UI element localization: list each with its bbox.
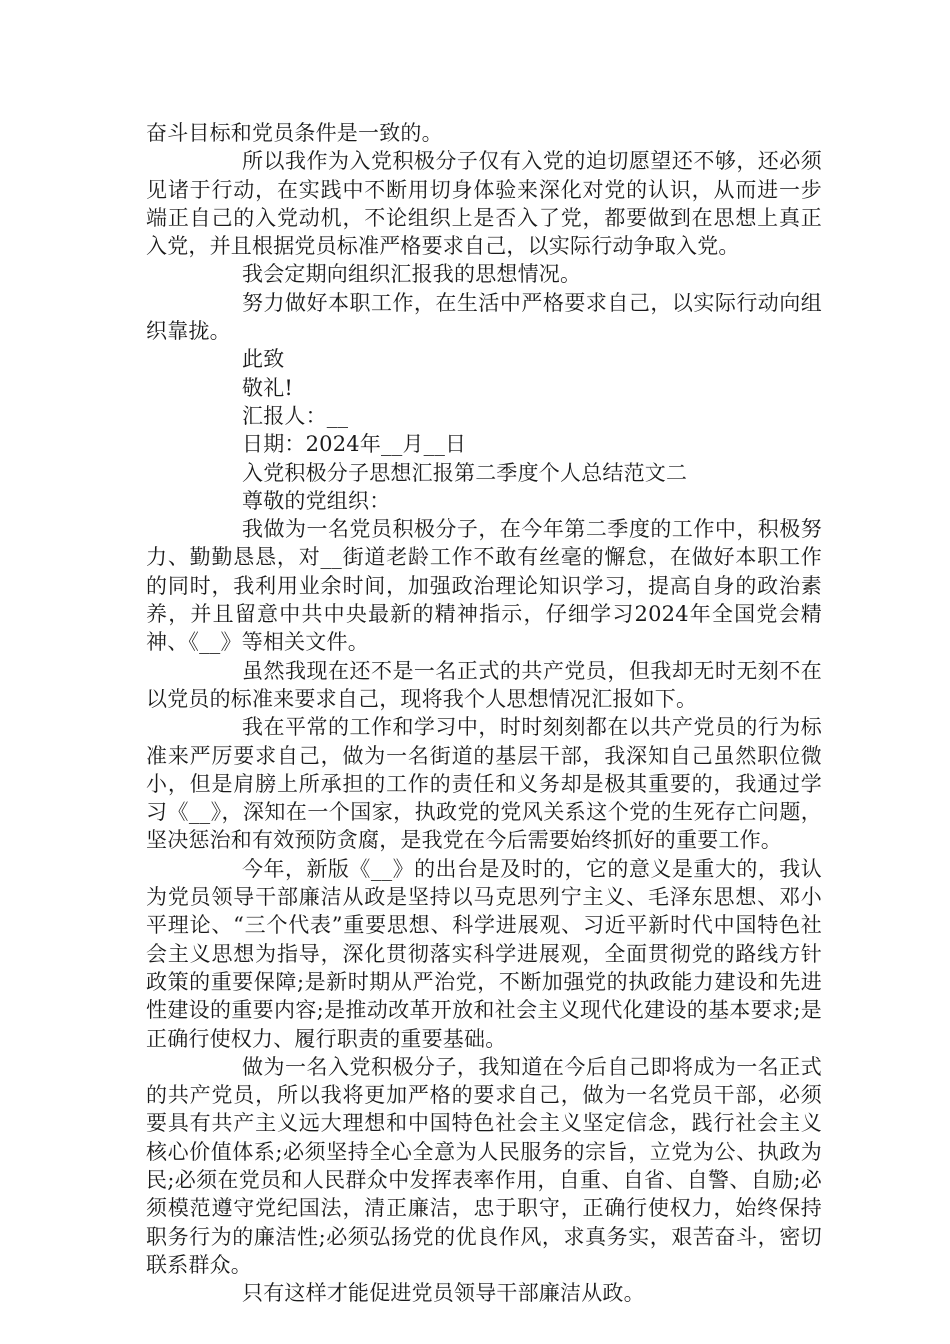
paragraph-action: 所以我作为入党积极分子仅有入党的迫切愿望还不够，还必须见诸于行动，在实践中不断用切身体验来深化对党的认识，从而进一步端正自己的入党动机，不论组织上是否入了党，都要做到在思想上真正入党，并且根据党员标准严格要求自己，以实际行动争取入党。 xyxy=(146,149,822,259)
paragraph-new-regulations: 今年，新版《__》的出台是及时的，它的意义是重大的，我认为党员领导干部廉洁从政是坚持以马克思列宁主义、毛泽东思想、邓小平理论、“三个代表”重要思想、科学进展观、习近平新时代中国特色社会主义思想为指导，深化贯彻落实科学进展观，全面贯彻党的路线方针政策的重要保障;是新时期从严治党，不断加强党的执政能力建设和先进性建设的重要内容;是推动改革开放和社会主义现代化建设的基本要求;是正确行使权力、履行职责的重要基础。 xyxy=(146,856,822,1051)
paragraph-strict-requirements: 做为一名入党积极分子，我知道在今后自己即将成为一名正式的共产党员，所以我将更加严格的要求自己，做为一名党员干部，必须要具有共产主义远大理想和中国特色社会主义坚定信念，践行社会主义核心价值体系;必须坚持全心全意为人民服务的宗旨，立党为公、执政为民;必须在党员和人民群众中发挥表率作用，自重、自省、自警、自励;必须模范遵守党纪国法，清正廉洁，忠于职守，正确行使权力，始终保持职务行为的廉洁性;必须弘扬党的优良作风，求真务实，艰苦奋斗，密切联系群众。 xyxy=(146,1054,822,1277)
document-body xyxy=(146,119,822,1307)
paragraph-intro: 我做为一名党员积极分子，在今年第二季度的工作中，积极努力、勤勤恳恳，对__街道老龄工作不敢有丝毫的懈怠，在做好本职工作的同时，我利用业余时间，加强政治理论知识学习，提高自身的政治素养，并且留意中共中央最新的精神指示，仔细学习2024年全国党会精神、《__》等相关文件。 xyxy=(146,517,822,655)
paragraph-conclusion: 只有这样才能促进党员领导干部廉洁从政。 xyxy=(242,1281,645,1306)
paragraph-report-regularly: 我会定期向组织汇报我的思想情况。 xyxy=(242,262,582,287)
closing-salutation: 此致 xyxy=(242,347,285,372)
paragraph-daily-work: 我在平常的工作和学习中，时时刻刻都在以共产党员的行为标准来严厉要求自己，做为一名街道的基层干部，我深知自己虽然职位微小，但是肩膀上所承担的工作的责任和义务却是极其重要的，我通过学习《__》，深知在一个国家，执政党的党风关系这个党的生死存亡问题，坚决惩治和有效预防贪腐，是我党在今后需要始终抓好的重要工作。 xyxy=(146,715,822,853)
greeting-line: 尊敬的党组织： xyxy=(242,488,391,513)
reporter-line: 汇报人：__ xyxy=(242,403,349,428)
section-title: 入党积极分子思想汇报第二季度个人总结范文二 xyxy=(242,460,688,485)
paragraph-work-hard: 努力做好本职工作，在生活中严格要求自己，以实际行动向组织靠拢。 xyxy=(146,290,822,344)
date-line: 日期：2024年__月__日 xyxy=(242,432,467,457)
paragraph-not-yet-member: 虽然我现在还不是一名正式的共产党员，但我却无时无刻不在以党员的标准来要求自己，现将我个人思想情况汇报如下。 xyxy=(146,658,822,711)
closing-respect: 敬礼! xyxy=(242,375,294,400)
paragraph-goal-conditions: 奋斗目标和党员条件是一致的。 xyxy=(146,121,443,145)
